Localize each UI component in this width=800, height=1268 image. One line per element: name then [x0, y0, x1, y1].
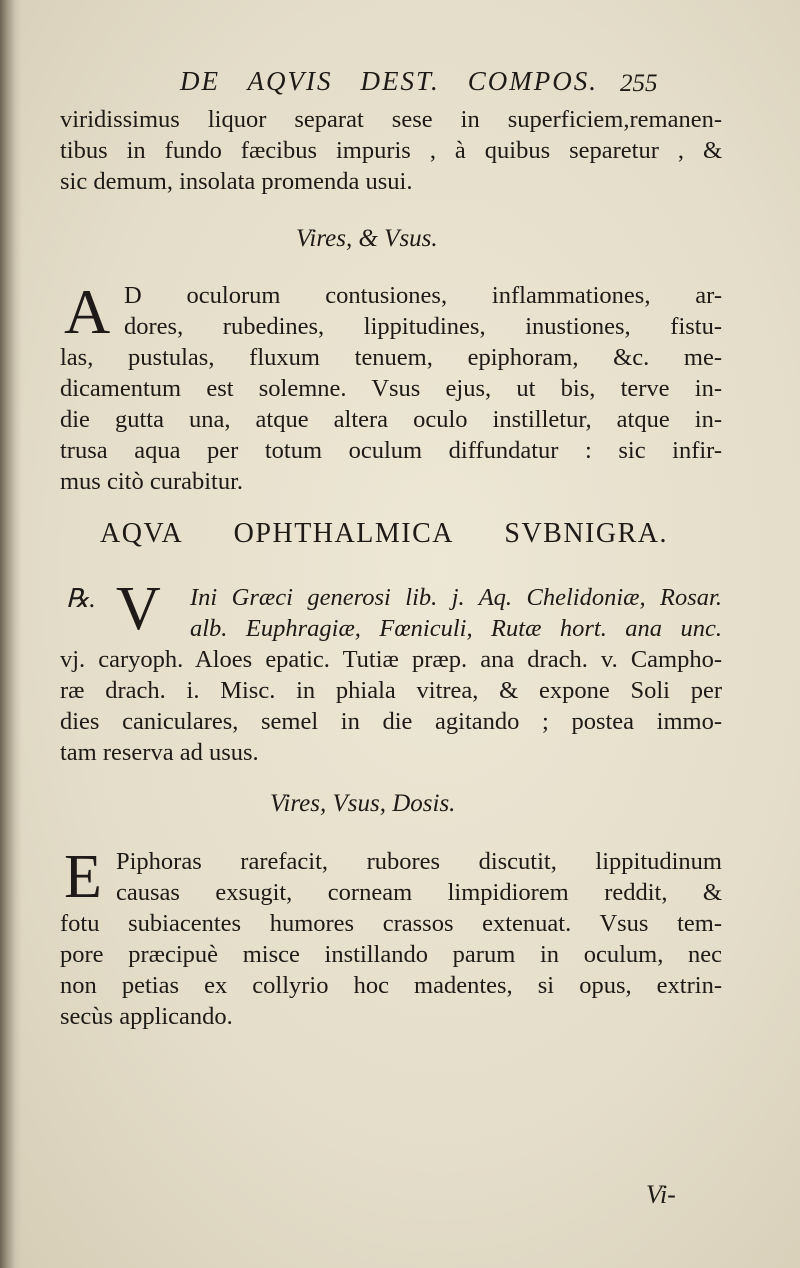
- body-line: viridissimus liquor separat sese in superficiem,remanen-: [60, 106, 722, 133]
- drop-cap: E: [64, 843, 102, 911]
- body-line: Piphoras rarefacit, rubores discutit, lippitudinum: [116, 848, 722, 875]
- recipe-symbol: ℞.: [66, 584, 96, 613]
- running-title: DE AQVIS DEST. COMPOS.: [180, 66, 598, 96]
- recipe-line: alb. Euphragiæ, Fœniculi, Rutæ hort. ana unc.: [190, 615, 722, 642]
- recipe-line: tam reserva ad usus.: [60, 739, 259, 766]
- body-line: causas exsugit, corneam limpidiorem reddit, &: [116, 879, 722, 906]
- body-line: pore præcipuè misce instillando parum in oculum, nec: [60, 941, 722, 968]
- body-line: secùs applicando.: [60, 1003, 233, 1030]
- drop-cap: V: [116, 575, 161, 643]
- recipe-title: AQVA OPHTHALMICA SVBNIGRA.: [100, 518, 668, 549]
- recipe-line: vj. caryoph. Aloes epatic. Tutiæ præp. ana drach. v. Campho-: [60, 646, 722, 673]
- body-line: die gutta una, atque altera oculo instilletur, atque in-: [60, 406, 722, 433]
- catchword: Vi-: [646, 1180, 676, 1209]
- body-line: dicamentum est solemne. Vsus ejus, ut bis, terve in-: [60, 375, 722, 402]
- drop-cap: A: [64, 276, 111, 347]
- body-line: non petias ex collyrio hoc madentes, si opus, extrin-: [60, 972, 722, 999]
- recipe-line: ræ drach. i. Misc. in phiala vitrea, & expone Soli per: [60, 677, 722, 704]
- body-line: dores, rubedines, lippitudines, inustiones, fistu-: [124, 313, 722, 340]
- body-line: tibus in fundo fæcibus impuris , à quibus separetur , &: [60, 137, 722, 164]
- section-heading: Vires, Vsus, Dosis.: [270, 790, 456, 817]
- section-heading: Vires, & Vsus.: [296, 225, 438, 252]
- recipe-line: Ini Græci generosi lib. j. Aq. Chelidoniæ, Rosar.: [190, 584, 722, 611]
- body-line: sic demum, insolata promenda usui.: [60, 168, 413, 195]
- body-line: las, pustulas, fluxum tenuem, epiphoram, &c. me-: [60, 344, 722, 371]
- body-line: trusa aqua per totum oculum diffundatur : sic infir-: [60, 437, 722, 464]
- page-binding-edge: [0, 0, 22, 1268]
- recipe-line: dies caniculares, semel in die agitando ; postea immo-: [60, 708, 722, 735]
- body-line: D oculorum contusiones, inflammationes, ar-: [124, 282, 722, 309]
- body-line: mus citò curabitur.: [60, 468, 244, 495]
- body-line: fotu subiacentes humores crassos extenuat. Vsus tem-: [60, 910, 722, 937]
- page-number: 255: [620, 70, 658, 97]
